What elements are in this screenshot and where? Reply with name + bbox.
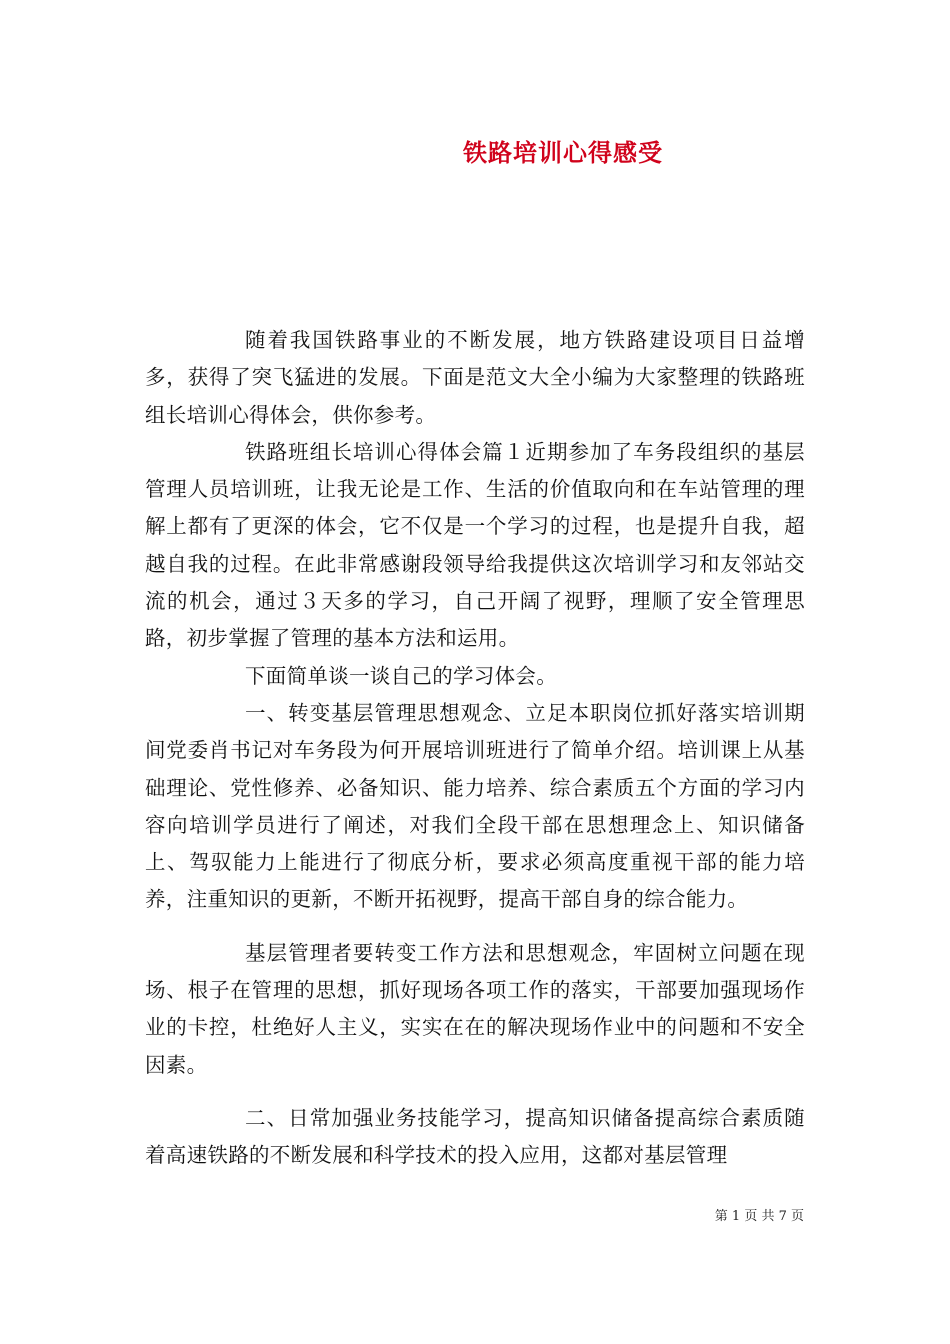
document-title: 铁路培训心得感受 (463, 138, 663, 167)
paragraph-transition: 下面简单谈一谈自己的学习体会。 (245, 663, 557, 688)
paragraph-point-1-detail: 基层管理者要转变工作方法和思想观念，牢固树立问题在现场、根子在管理的思想，抓好现场各项工作的落实，干部要加强现场作业的卡控，杜绝好人主义，实实在在的解决现场作业中的问题和不安全因素。 (145, 940, 805, 1077)
paragraph-point-1: 一、转变基层管理思想观念、立足本职岗位抓好落实培训期间党委肖书记对车务段为何开展培训班进行了简单介绍。培训课上从基础理论、党性修养、必备知识、能力培养、综合素质五个方面的学习内容向培训学员进行了阐述，对我们全段干部在思想理念上、知识储备上、驾驭能力上能进行了彻底分析，要求必须高度重视干部的能力培养，注重知识的更新，不断开拓视野，提高干部自身的综合能力。 (145, 700, 805, 912)
page-number: 第 1 页 共 7 页 (714, 1209, 804, 1224)
paragraph-intro: 随着我国铁路事业的不断发展，地方铁路建设项目日益增多，获得了突飞猛进的发展。下面是范文大全小编为大家整理的铁路班组长培训心得体会，供你参考。 (145, 328, 805, 427)
paragraph-article-1: 铁路班组长培训心得体会篇１近期参加了车务段组织的基层管理人员培训班，让我无论是工作、生活的价值取向和在车站管理的理解上都有了更深的体会，它不仅是一个学习的过程，也是提升自我，超越自我的过程。在此非常感谢段领导给我提供这次培训学习和友邻站交流的机会，通过３天多的学习，自己开阔了视野，理顺了安全管理思路，初步掌握了管理的基本方法和运用。 (145, 439, 805, 651)
paragraph-point-2: 二、日常加强业务技能学习，提高知识储备提高综合素质随着高速铁路的不断发展和科学技术的投入应用，这都对基层管理 (145, 1105, 805, 1168)
document-body (145, 322, 805, 1175)
